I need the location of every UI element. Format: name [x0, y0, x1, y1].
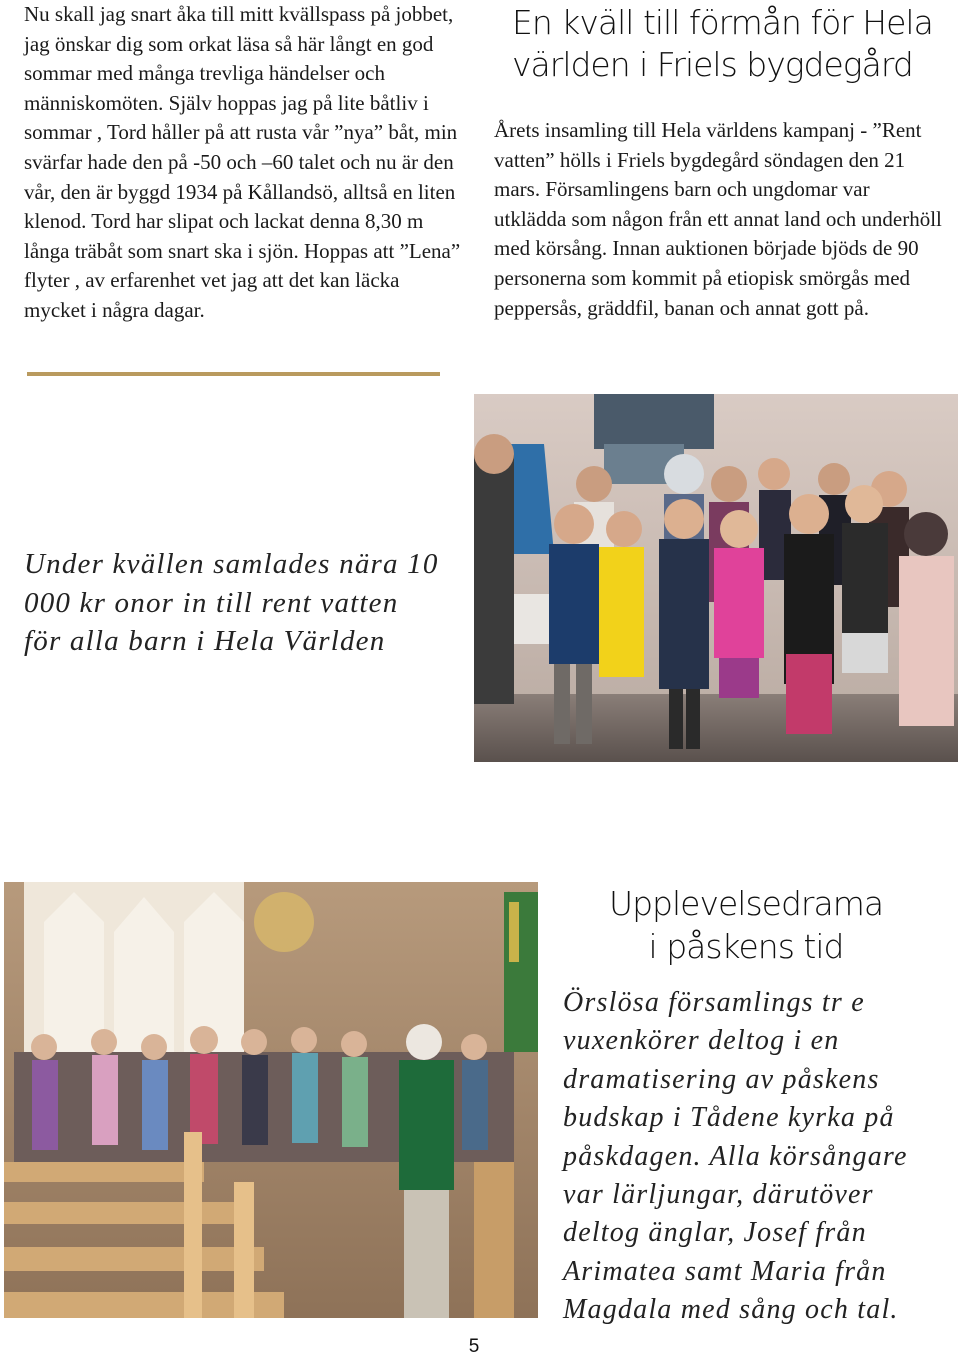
article-heading-hela-varlden [512, 2, 933, 86]
section-divider [27, 372, 440, 376]
article-body-paskdrama: Örslösa församlings tr e vuxenkörer deltog i en dramatisering av påskens budskap i Tådene kyrka på påskdagen. Alla körsångare var lärljungar, därutöver deltog änglar, Josef från Arimatea samt Maria från Magdala med sång och tal. [563, 987, 908, 1326]
pull-quote: Under kvällen samlades nära 10 000 kr onor in till rent vatten för alla barn i Hela Världen [24, 548, 439, 657]
intro-paragraph: Nu skall jag snart åka till mitt kvällspass på jobbet, jag önskar dig som orkat läsa så här långt en god sommar med många trevliga händelser och människomöten. Själv hoppas jag på lite båtliv i sommar , Tord håller på att rusta vår ”nya” båt, min svärfar hade den på -50 och –60 talet och nu är den vår, den är byggd 1934 på Kållandsö, alltså en liten klenod. Tord har slipat och lackat denna 8,30 m långa träbåt som snart ska i sjön. Hoppas att ”Lena” flyter , av erfarenhet vet jag att det kan läcka mycket i några dagar. [24, 2, 461, 322]
church-choir-photo [4, 882, 538, 1318]
heading-line-1: En kväll till förmån för Hela [512, 3, 933, 42]
page-number: 5 [468, 1336, 480, 1357]
heading-line-2: i påskens tid [648, 927, 844, 966]
heading-line-2: världen i Friels bygdegård [512, 45, 913, 84]
article-heading-paskdrama [560, 882, 932, 968]
article-body-hela-varlden: Årets insamling till Hela världens kampanj - ”Rent vatten” hölls i Friels bygdegård söndagen den 21 mars. Församlingens barn och ungdomar var utklädda som någon från ett annat land och underhöll med körsång. Innan auktionen började bjöds de 90 personerna som kommit på etiopisk smörgås med peppersås, gräddfil, banan och annat gott på. [494, 118, 942, 320]
heading-line-1: Upplevelsedrama [608, 884, 884, 923]
children-choir-photo [474, 394, 958, 762]
